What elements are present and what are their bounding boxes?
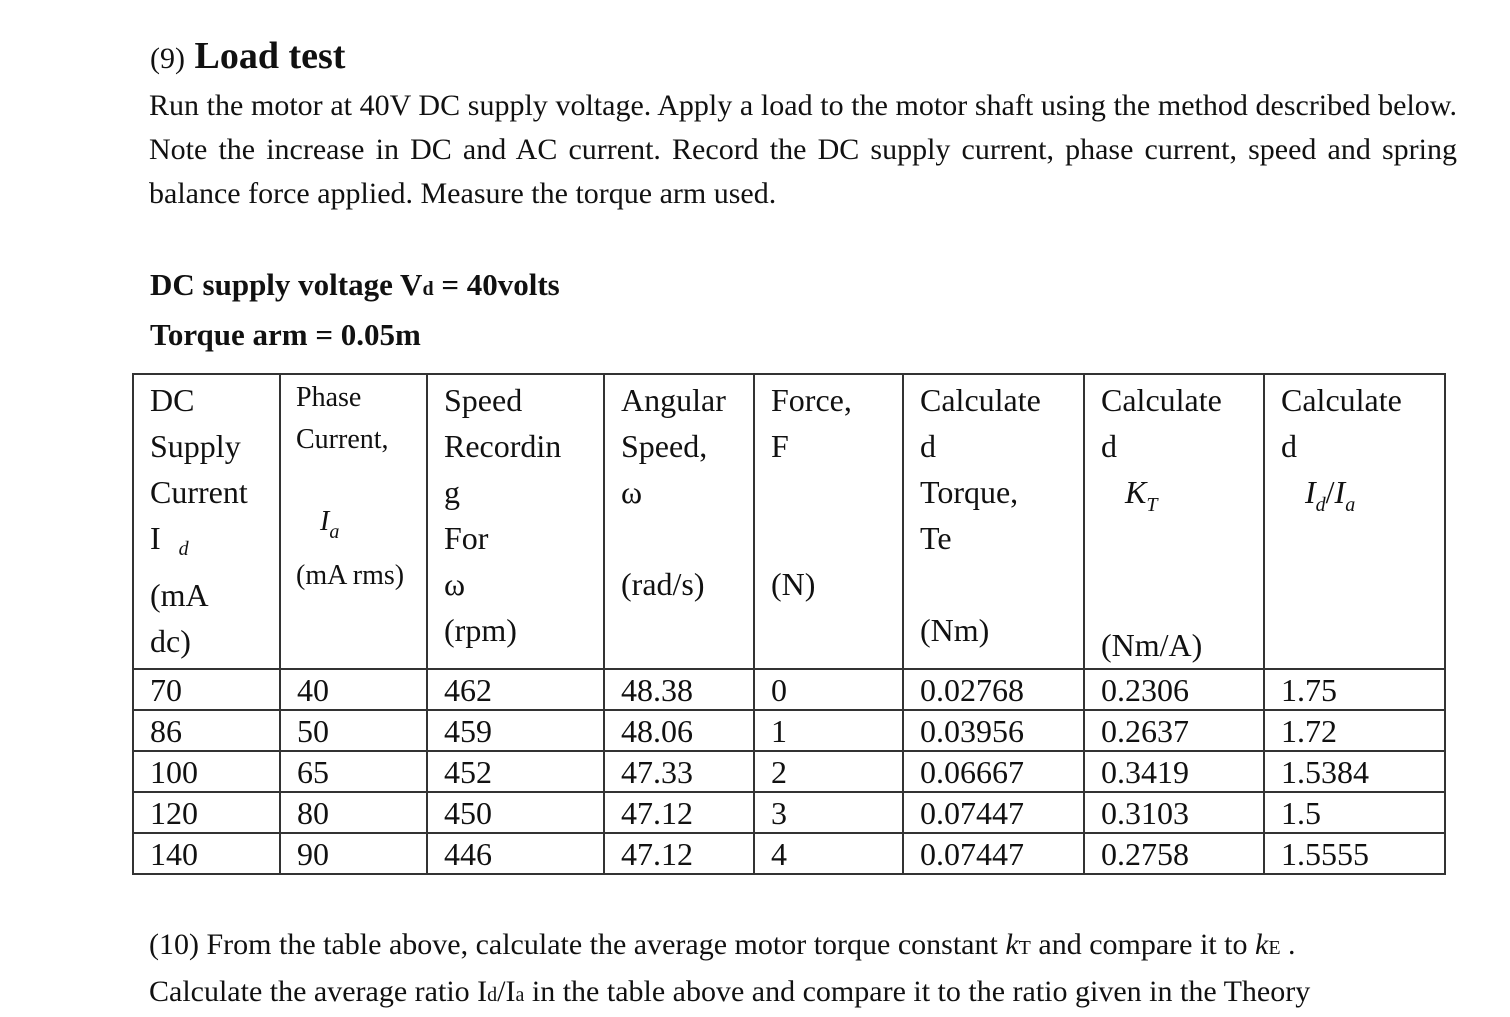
table-cell: 0.02768 xyxy=(903,669,1084,710)
table-cell: 50 xyxy=(280,710,427,751)
header-angular-speed: Angular Speed, ω (rad/s) xyxy=(604,374,754,669)
table-cell: 86 xyxy=(133,710,280,751)
section-number: (9) xyxy=(150,42,185,75)
section-heading xyxy=(150,34,345,81)
table-row xyxy=(133,751,1445,792)
table-cell: 90 xyxy=(280,833,427,874)
table-cell: 459 xyxy=(427,710,604,751)
table-cell: 450 xyxy=(427,792,604,833)
table-cell: 0.2637 xyxy=(1084,710,1264,751)
table-cell: 47.33 xyxy=(604,751,754,792)
header-kt: Calculate d $K_T$ (Nm/A) xyxy=(1084,374,1264,669)
table-cell: 4 xyxy=(754,833,903,874)
table-cell: 0.2758 xyxy=(1084,833,1264,874)
header-speed: Speed Recordin g For ω (rpm) xyxy=(427,374,604,669)
table-cell: 3 xyxy=(754,792,903,833)
section-title: Load test xyxy=(194,35,346,77)
table-cell: 0.07447 xyxy=(903,833,1084,874)
load-test-table xyxy=(132,373,1446,875)
question-10 xyxy=(149,923,1449,1017)
header-torque: Calculate d Torque, Te (Nm) xyxy=(903,374,1084,669)
question-10-line-2: Calculate the average ratio Id/Ia in the table above and compare it to the ratio given in the Theory xyxy=(149,975,1311,1008)
table-cell: 0.2306 xyxy=(1084,669,1264,710)
table-cell: 0.3103 xyxy=(1084,792,1264,833)
table-cell: 48.38 xyxy=(604,669,754,710)
table-cell: 0.07447 xyxy=(903,792,1084,833)
header-current-ratio: Calculate d $I_d/I_a$ xyxy=(1264,374,1445,669)
table-cell: 120 xyxy=(133,792,280,833)
intro-paragraph: Run the motor at 40V DC supply voltage. Apply a load to the motor shaft using the method described below. Note the increase in DC and AC current. Record the DC supply current, phase current, speed and spring balance force applied. Measure the torque arm used. xyxy=(149,89,1457,210)
test-parameters xyxy=(150,262,560,357)
table-cell: 1.5555 xyxy=(1264,833,1445,874)
header-force: Force, F (N) xyxy=(754,374,903,669)
table-cell: 462 xyxy=(427,669,604,710)
table-row xyxy=(133,833,1445,874)
table-cell: 1.5 xyxy=(1264,792,1445,833)
supply-voltage-line: DC supply voltage Vd = 40volts xyxy=(150,267,560,302)
question-10-line-1: (10) From the table above, calculate the average motor torque constant kT and compare it to kE . xyxy=(149,928,1296,961)
table-cell: 452 xyxy=(427,751,604,792)
table-cell: 47.12 xyxy=(604,792,754,833)
table-cell: 47.12 xyxy=(604,833,754,874)
table-row xyxy=(133,669,1445,710)
table-cell: 1.5384 xyxy=(1264,751,1445,792)
table-cell: 446 xyxy=(427,833,604,874)
table-row xyxy=(133,792,1445,833)
header-phase-current: Phase Current, $I_a$ (mA rms) xyxy=(280,374,427,669)
table-cell: 0 xyxy=(754,669,903,710)
table-cell: 70 xyxy=(133,669,280,710)
table-cell: 0.06667 xyxy=(903,751,1084,792)
table-cell: 100 xyxy=(133,751,280,792)
table-cell: 140 xyxy=(133,833,280,874)
table-row xyxy=(133,710,1445,751)
table-header-row xyxy=(133,374,1445,669)
table-cell: 1.75 xyxy=(1264,669,1445,710)
header-dc-supply-current: DC Supply Current Id (mA dc) xyxy=(133,374,280,669)
table-cell: 0.3419 xyxy=(1084,751,1264,792)
table-cell: 80 xyxy=(280,792,427,833)
table-cell: 48.06 xyxy=(604,710,754,751)
table-cell: 0.03956 xyxy=(903,710,1084,751)
table-cell: 2 xyxy=(754,751,903,792)
table-cell: 1 xyxy=(754,710,903,751)
table-cell: 1.72 xyxy=(1264,710,1445,751)
table-cell: 65 xyxy=(280,751,427,792)
torque-arm-line: Torque arm = 0.05m xyxy=(150,317,421,352)
table-cell: 40 xyxy=(280,669,427,710)
